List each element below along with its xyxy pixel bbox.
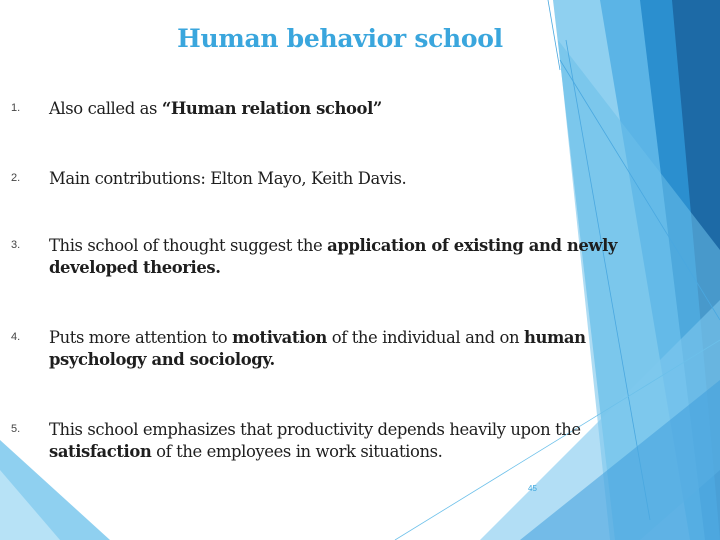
item-number: 5. [11,423,21,435]
text-run: Main contributions: Elton Mayo, Keith Davis. [49,169,407,188]
text-run: of the individual and on [326,328,524,347]
text-run: Also called as [49,99,162,118]
slide-title: Human behavior school [177,24,503,53]
bold-text-run: motivation [232,328,327,347]
bold-text-run: human psychology and sociology. [49,328,586,369]
item-text [49,98,649,120]
bold-text-run: satisfaction [49,442,152,461]
item-number: 2. [11,172,21,184]
item-number: 1. [11,102,21,114]
item-text [49,327,649,371]
bold-text-run: application of existing and newly developed theories. [49,236,618,277]
text-run: Puts more attention to [49,328,233,347]
item-text [49,235,649,279]
item-text [49,168,649,190]
page-number: 45 [528,484,537,493]
text-run: This school of thought suggest the [49,236,328,255]
item-text [49,419,649,463]
text-run: This school emphasizes that productivity depends heavily upon the [49,420,581,439]
bold-text-run: “Human relation school” [161,99,382,118]
text-run: of the employees in work situations. [151,442,443,461]
item-number: 4. [11,331,21,343]
item-number: 3. [11,239,21,251]
